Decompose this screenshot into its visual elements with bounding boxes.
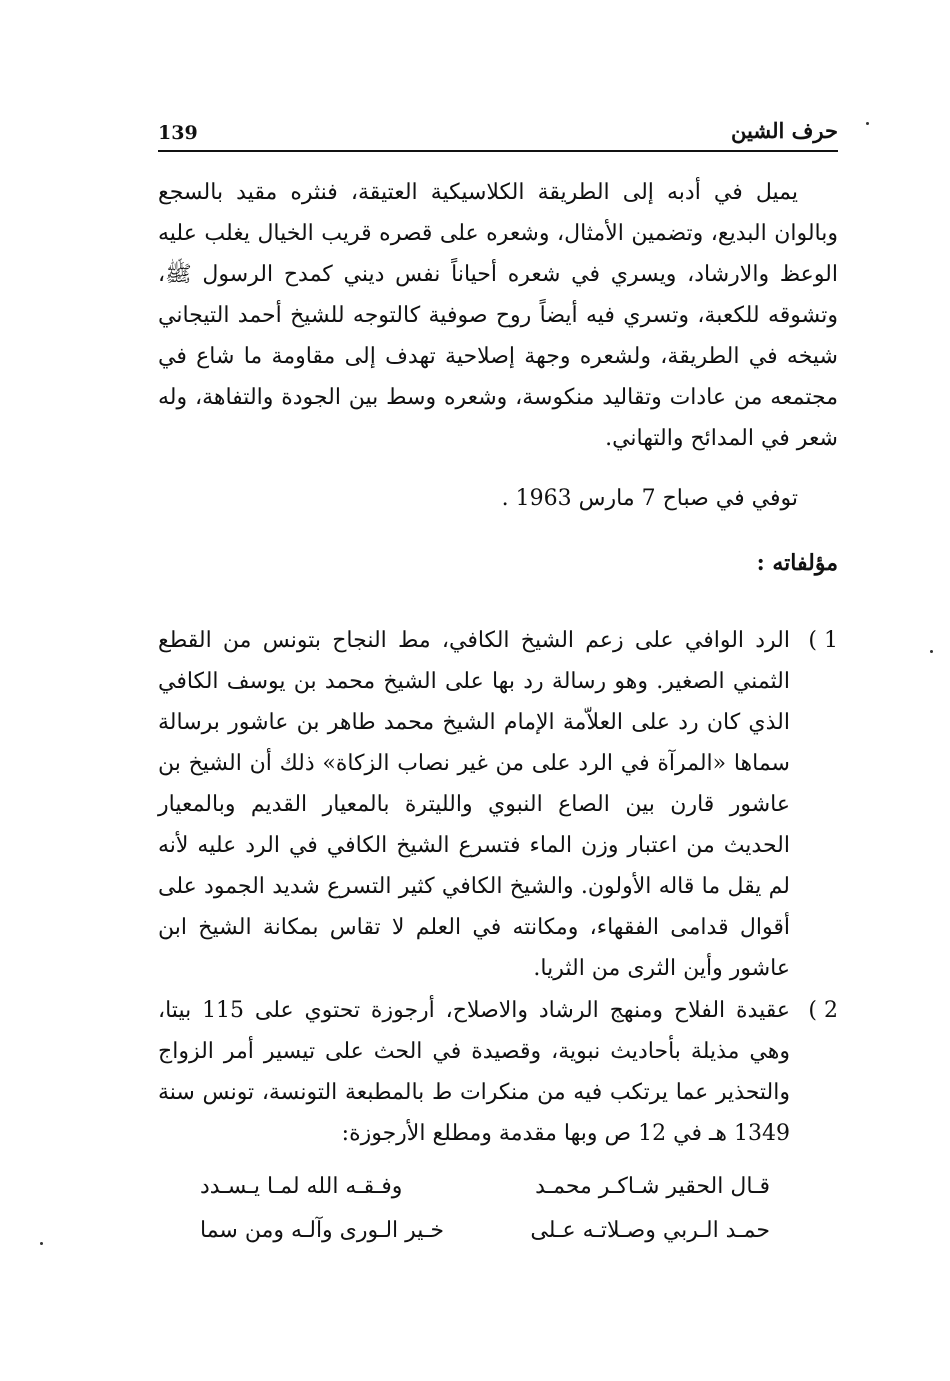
verse-line [200, 1165, 770, 1209]
verse-first-hemistich: حمـد الـربي وصـلاتـه عـلى [530, 1218, 770, 1243]
list-item-text: عقيدة الفلاح ومنهج الرشاد والاصلاح، أرجوزة تحتوي على 115 بيتا، وهي مذيلة بأحاديث نبوية، وقصيدة في الحث على تيسير أمر الزواج والتحذير عما يرتكب فيه من منكرات ط بالمطبعة التونسة، تونس سنة 1349 هـ في 12 ص وبها مقدمة ومطلع الأرجوزة: [158, 998, 790, 1146]
verse-first-hemistich: قـال الحقير شـاكـر محمـد [535, 1174, 770, 1199]
works-list-item [158, 620, 838, 989]
scan-speck [930, 650, 933, 653]
list-item-text: الرد الوافي على زعم الشيخ الكافي، مط النجاح بتونس من القطع الثمني الصغير. وهو رسالة رد بها على الشيخ محمد بن يوسف الكافي الذي كان رد على العلاّمة الإمام الشيخ محمد طاهر بن عاشور برسالة سماها «المرآة في الرد على من غير نصاب الزكاة» ذلك أن الشيخ بن عاشور قارن بين الصاع النبوي والليترة بالمعيار القديم وبالمعيار الحديث من اعتبار وزن الماء فتسرع الشيخ الكافي في الرد عليه لأنه لم يقل ما قاله الأولون. والشيخ الكافي كثير التسرع شديد الجمود على أقوال قدامى الفقهاء، ومكانته في العلم لا تقاس بمكانة الشيخ ابن عاشور وأين الثرى من الثريا. [158, 628, 790, 981]
poem-verses [200, 1165, 770, 1253]
scan-speck [40, 1242, 43, 1245]
death-date-line: توفي في صباح 7 مارس 1963 . [501, 486, 798, 511]
intro-paragraph: يميل في أدبه إلى الطريقة الكلاسيكية العتيقة، فنثره مقيد بالسجع وبالوان البديع، وتضمين الأمثال، وشعره على قصره قريب الخيال يغلب عليه الوعظ والارشاد، ويسري في شعره أحياناً نفس ديني كمدح الرسول ﷺ، وتشوقه للكعبة، وتسري فيه أيضاً روح صوفية كالتوجه للشيخ أحمد التيجاني شيخه في الطريقة، ولشعره وجهة إصلاحية تهدف إلى مقاومة ما شاع في مجتمعه من عادات وتقاليد منكوسة، وشعره وسط بين الجودة والتفاهة، وله شعر في المدائح والتهاني. [158, 180, 838, 451]
list-item-number: 2 ) [808, 998, 838, 1023]
verse-second-hemistich: خـير الـورى وآلـه ومن سما [200, 1218, 444, 1243]
verse-second-hemistich: وفـقـه الله لمـا يـسـدد [200, 1174, 403, 1199]
page-number: 139 [158, 122, 198, 144]
verse-line [200, 1209, 770, 1253]
scan-speck [866, 122, 869, 125]
page-header [158, 118, 838, 152]
works-list-item [158, 990, 838, 1154]
running-title: حرف الشين [731, 118, 838, 143]
works-heading: مؤلفاته : [756, 550, 838, 576]
list-item-number: 1 ) [808, 628, 838, 653]
